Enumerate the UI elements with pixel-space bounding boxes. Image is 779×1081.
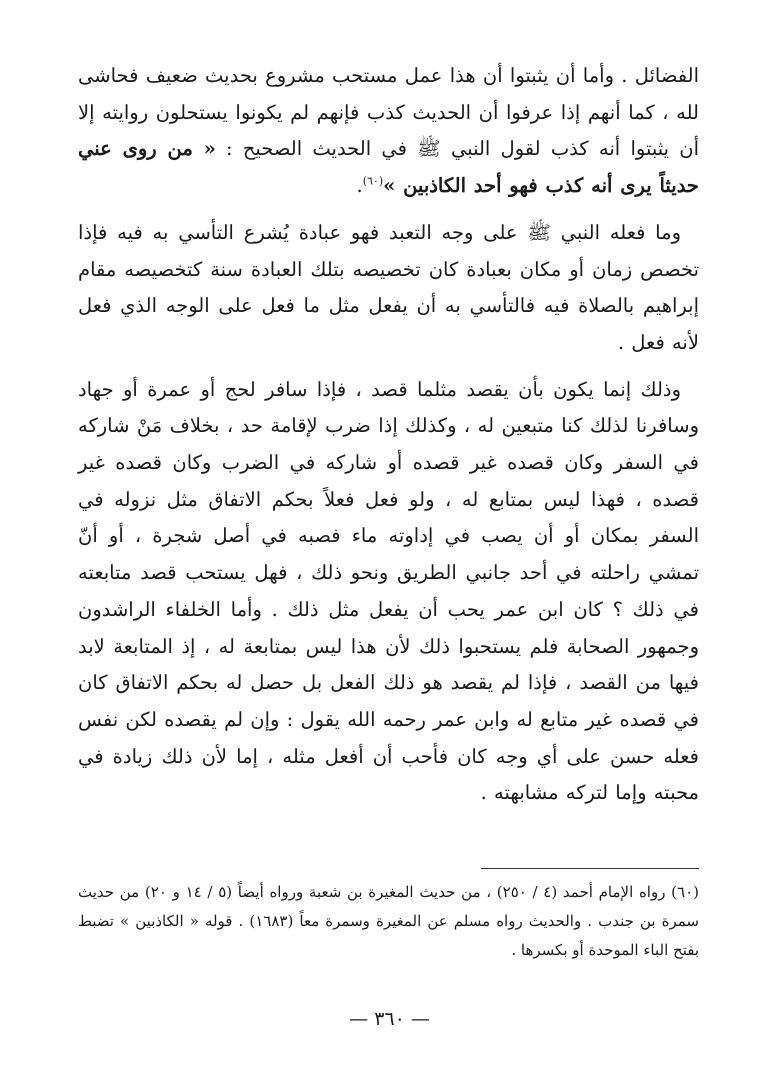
hadith-quote: « من روى عني حديثاً يرى أنه كذب فهو أحد الكاذبين » xyxy=(78,137,699,198)
paragraph-1: الفضائل . وأما أن يثبتوا أن هذا عمل مستحب مشروع بحديث ضعيف فحاشى لله ، كما أنهم إذا عرفوا أن الحديث كذب فإنهم لم يكونوا يستحلون روايته إلا أن يثبتوا أنه كذب لقول النبي ﷺ في الحديث الصحيح : « من روى عني حديثاً يرى أنه كذب فهو أحد الكاذبين »$^{(٦٠)}$. xyxy=(78,64,699,198)
footnote-divider xyxy=(481,868,699,869)
paragraph-2: وما فعله النبي ﷺ على وجه التعبد فهو عبادة يُشرع التأسي به فيه فإذا تخصص زمان أو مكان بعبادة كان تخصيصه بتلك العبادة سنة كتخصيصه مقام إبراهيم بالصلاة فيه فالتأسي به أن يفعل مثل ما فعل على الوجه الذي فعل لأنه فعل . xyxy=(78,220,699,354)
footnote-60: (٦٠) رواه الإمام أحمد (٤ / ٢٥٠) ، من حديث المغيرة بن شعبة ورواه أيضاً (٥ / ١٤ و ٢٠) من حديث سمرة بن جندب . والحديث رواه مسلم عن المغيرة وسمرة معاً (١٦٨٣) . قوله « الكاذبين » تضبط بفتح الباء الموحدة أو بكسرها . xyxy=(78,883,700,959)
page-number: — ٣٦٠ — xyxy=(349,1008,430,1030)
footnote-reference[interactable]: (٦٠) xyxy=(362,174,384,188)
paragraph-3: وذلك إنما يكون بأن يقصد مثلما قصد ، فإذا سافر لحج أو عمرة أو جهاد وسافرنا لذلك كنا متبعين له ، وكذلك إذا ضرب لإقامة حد ، بخلاف مَنْ شاركه في السفر وكان قصده غير قصده أو شاركه في الضرب وكان قصده غير قصده ، فهذا ليس بمتابع له ، ولو فعل فعلاً بحكم الاتفاق مثل نزوله في السفر بمكان أو أن يصب في إداوته ماء فصبه في أصل شجرة ، أو أنّ تمشي راحلته في أحد جانبي الطريق ونحو ذلك ، فهل يستحب قصد متابعته في ذلك ؟ كان ابن عمر يحب أن يفعل مثل ذلك . وأما الخلفاء الراشدون وجمهور الصحابة فلم يستحبوا ذلك لأن هذا ليس بمتابعة له ، إذ المتابعة لابد فيها من القصد ، فإذا لم يقصد هو ذلك الفعل بل حصل له بحكم الاتفاق كان في قصده غير متابع له وابن عمر رحمه الله يقول : وإن لم يقصده لكن نفس فعله حسن على أي وجه كان فأحب أن أفعل مثله ، إما لأن ذلك زيادة في محبته وإما لتركه مشابهته . xyxy=(78,377,699,805)
footnotes xyxy=(78,878,699,965)
main-text xyxy=(78,58,699,812)
